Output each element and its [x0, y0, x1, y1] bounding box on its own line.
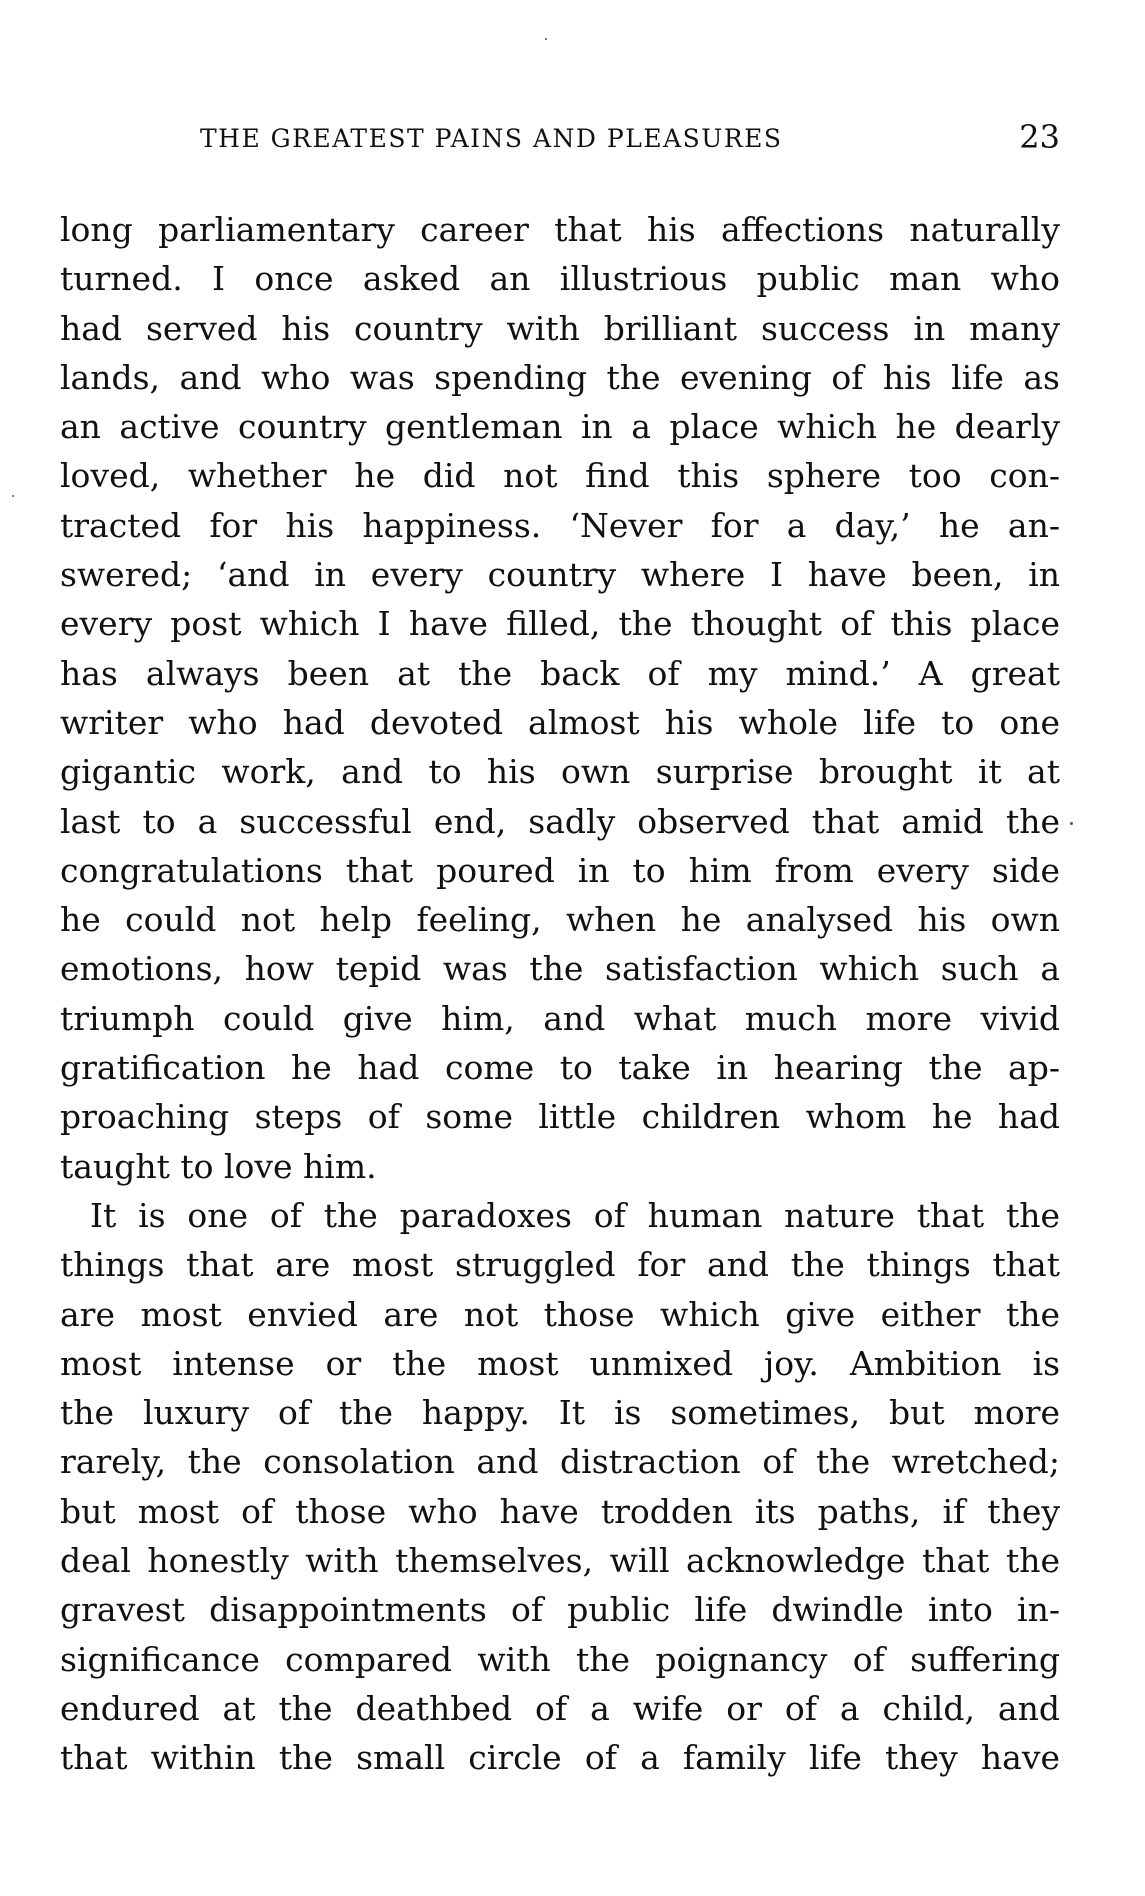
- text-line: gigantic work, and to his own surprise brought it at: [60, 752, 1060, 792]
- text-line: gratification he had come to take in hearing the ap-: [60, 1048, 1060, 1088]
- text-line: an active country gentleman in a place which he dearly: [60, 407, 1060, 447]
- text-line: endured at the deathbed of a wife or of a child, and: [60, 1688, 1060, 1728]
- text-line: most intense or the most unmixed joy. Ambition is: [60, 1343, 1060, 1383]
- text-line: had served his country with brilliant success in many: [60, 308, 1060, 348]
- text-line: but most of those who have trodden its paths, if they: [60, 1491, 1060, 1531]
- text-line: congratulations that poured in to him from every side: [60, 850, 1060, 890]
- body-text: [60, 205, 1060, 1783]
- print-speck: [12, 495, 14, 497]
- text-line: rarely, the consolation and distraction of the wretched;: [60, 1442, 1060, 1482]
- text-line: last to a successful end, sadly observed that amid the: [60, 801, 1060, 841]
- text-line: proaching steps of some little children whom he had: [60, 1097, 1060, 1137]
- text-line: are most envied are not those which give either the: [60, 1294, 1060, 1334]
- text-line: emotions, how tepid was the satisfaction which such a: [60, 949, 1060, 989]
- text-line: every post which I have filled, the thought of this place: [60, 604, 1060, 644]
- text-line: tracted for his happiness. ‘Never for a day,’ he an-: [60, 505, 1060, 545]
- text-line: he could not help feeling, when he analysed his own: [60, 900, 1060, 940]
- text-line: long parliamentary career that his affections naturally: [60, 210, 1060, 249]
- text-line: lands, and who was spending the evening of his life as: [60, 357, 1060, 397]
- paragraph-2: [60, 1191, 1060, 1783]
- text-line: has always been at the back of my mind.’ A great: [60, 653, 1060, 693]
- text-line: loved, whether he did not find this sphere too con-: [60, 456, 1060, 496]
- text-line: the luxury of the happy. It is sometimes, but more: [60, 1393, 1060, 1433]
- print-speck: [1070, 822, 1073, 825]
- text-line: gravest disappointments of public life dwindle into in-: [60, 1590, 1060, 1630]
- print-speck: [545, 38, 547, 40]
- text-line: taught to love him.: [60, 1146, 377, 1186]
- text-line: triumph could give him, and what much more vivid: [60, 998, 1060, 1038]
- text-line: significance compared with the poignancy of suffering: [60, 1639, 1060, 1679]
- text-line: things that are most struggled for and the things that: [60, 1245, 1060, 1285]
- running-head: [60, 118, 1060, 162]
- text-line: It is one of the paradoxes of human nature that the: [90, 1195, 1060, 1235]
- text-line: deal honestly with themselves, will acknowledge that the: [60, 1541, 1060, 1581]
- text-line: that within the small circle of a family life they have: [60, 1738, 1060, 1778]
- text-line: writer who had devoted almost his whole life to one: [60, 702, 1060, 742]
- page-number: 23: [1019, 118, 1060, 156]
- text-line: turned. I once asked an illustrious public man who: [60, 259, 1060, 299]
- text-line: swered; ‘and in every country where I have been, in: [60, 555, 1060, 595]
- running-head-title: THE GREATEST PAINS AND PLEASURES: [200, 124, 783, 153]
- paragraph-1: [60, 205, 1060, 1191]
